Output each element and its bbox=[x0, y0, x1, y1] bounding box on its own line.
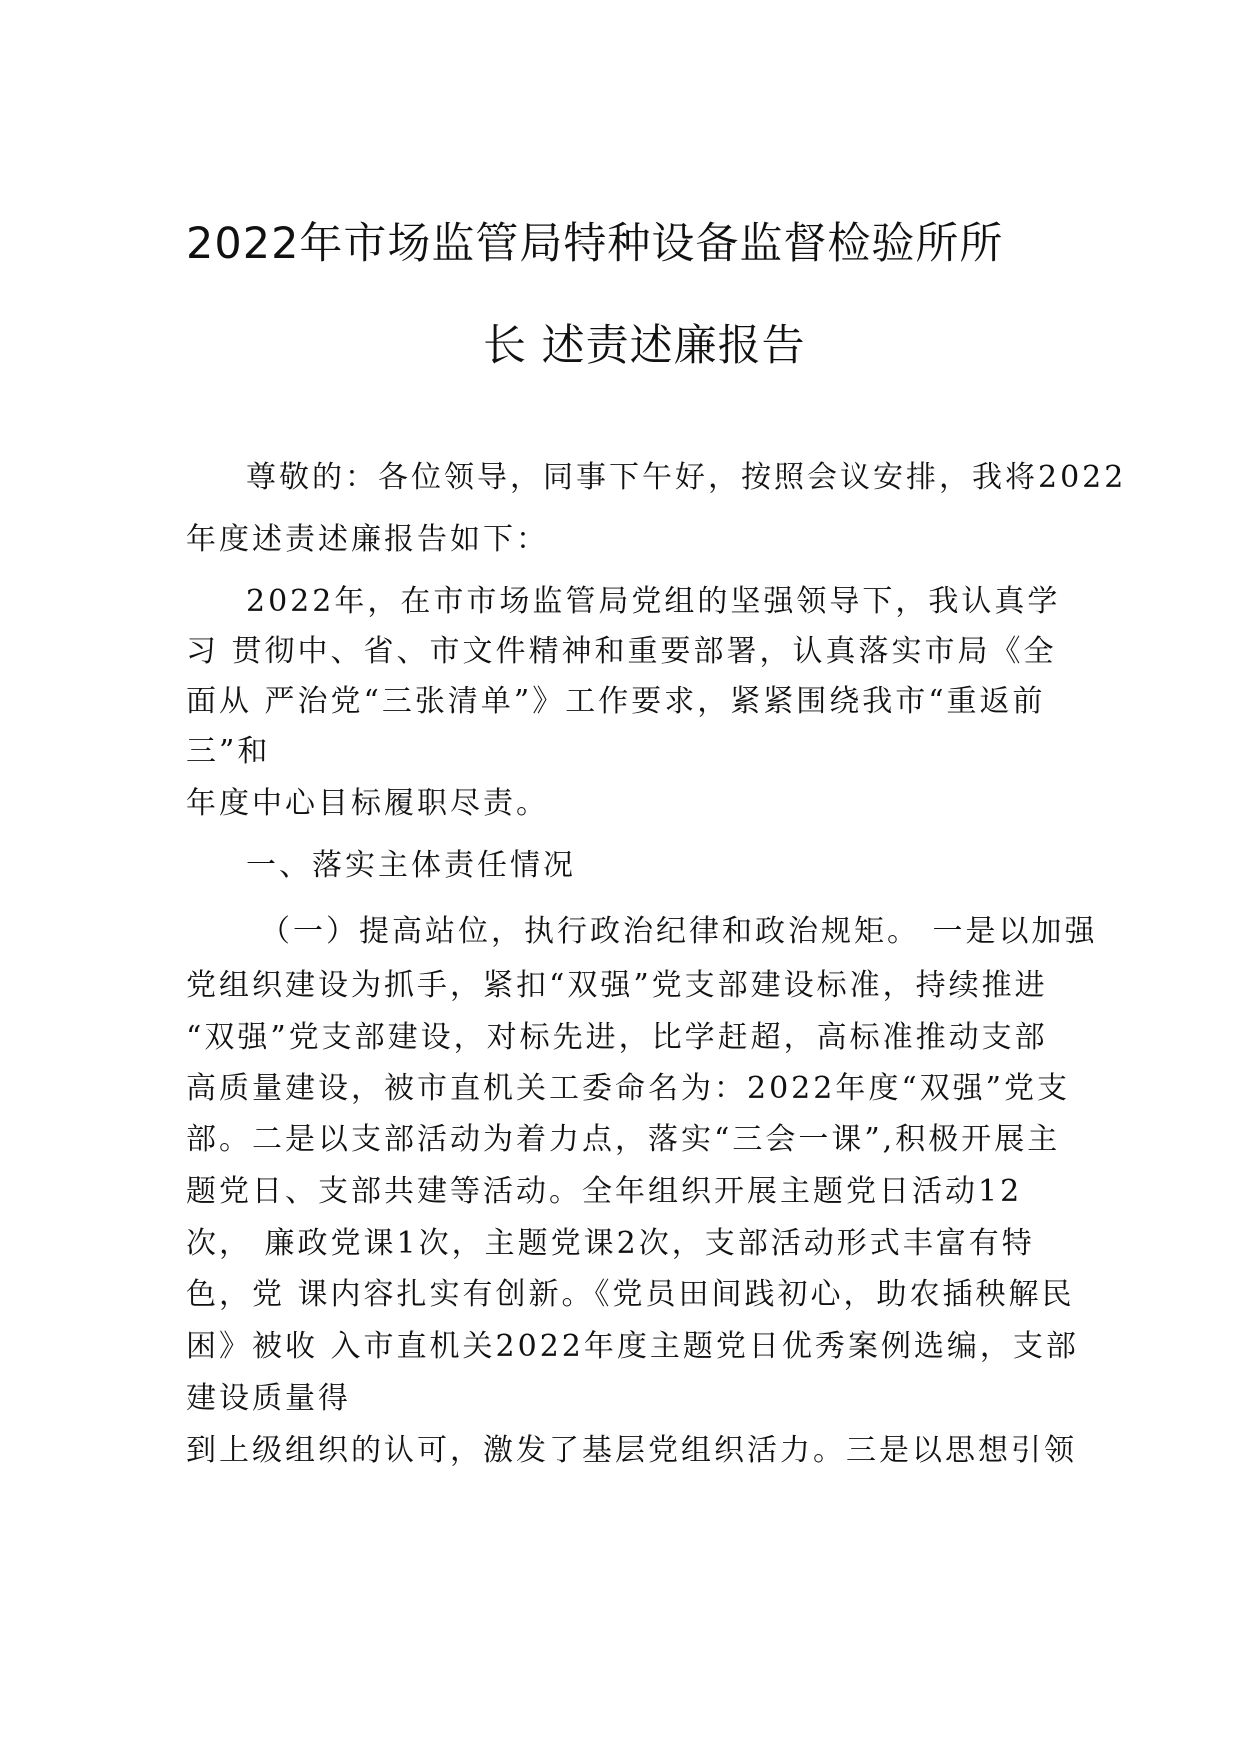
paragraph-line: 到上级组织的认可，激发了基层党组织活力。三是以思想引领 bbox=[186, 1433, 1077, 1468]
paragraph-line: 高质量建设，被市直机关工委命名为：2022年度“双强”党支 bbox=[186, 1071, 1071, 1106]
paragraph-line: 三”和 bbox=[186, 734, 271, 769]
document-title-line-1: 2022年市场监管局特种设备监督检验所所 bbox=[186, 219, 1004, 269]
document-title-line-2: 长 述责述廉报告 bbox=[483, 321, 806, 371]
paragraph-line: 部。二是以支部活动为着力点，落实“三会一课”,积极开展主 bbox=[186, 1122, 1061, 1157]
paragraph-line: 面从 严治党“三张清单”》工作要求，紧紧围绕我市“重返前 bbox=[186, 684, 1046, 719]
paragraph-line: “双强”党支部建设，对标先进，比学赶超，高标准推动支部 bbox=[186, 1020, 1048, 1055]
paragraph-line: 题党日、支部共建等活动。全年组织开展主题党日活动12 bbox=[186, 1174, 1023, 1209]
paragraph-line: 党组织建设为抓手，紧扣“双强”党支部建设标准，持续推进 bbox=[186, 968, 1048, 1003]
paragraph-line: 2022年，在市市场监管局党组的坚强领导下，我认真学 bbox=[246, 584, 1061, 619]
paragraph-line: 习 贯彻中、省、市文件精神和重要部署，认真落实市局《全 bbox=[186, 634, 1057, 669]
greeting-line-1: 尊敬的：各位领导，同事下午好，按照会议安排，我将2022 bbox=[246, 460, 1127, 495]
subsection-heading-line: （一）提高站位，执行政治纪律和政治规矩。 一是以加强 bbox=[260, 914, 1098, 949]
section-heading: 一、落实主体责任情况 bbox=[246, 848, 576, 883]
paragraph-line: 困》被收 入市直机关2022年度主题党日优秀案例选编，支部 bbox=[186, 1329, 1079, 1364]
paragraph-line: 建设质量得 bbox=[186, 1381, 351, 1416]
greeting-line-2: 年度述责述廉报告如下： bbox=[186, 522, 549, 557]
paragraph-line: 次， 廉政党课1次，主题党课2次，支部活动形式丰富有特 bbox=[186, 1226, 1035, 1261]
paragraph-line: 色，党 课内容扎实有创新。《党员田间践初心，助农插秧解民 bbox=[186, 1277, 1075, 1312]
paragraph-line: 年度中心目标履职尽责。 bbox=[186, 786, 549, 821]
